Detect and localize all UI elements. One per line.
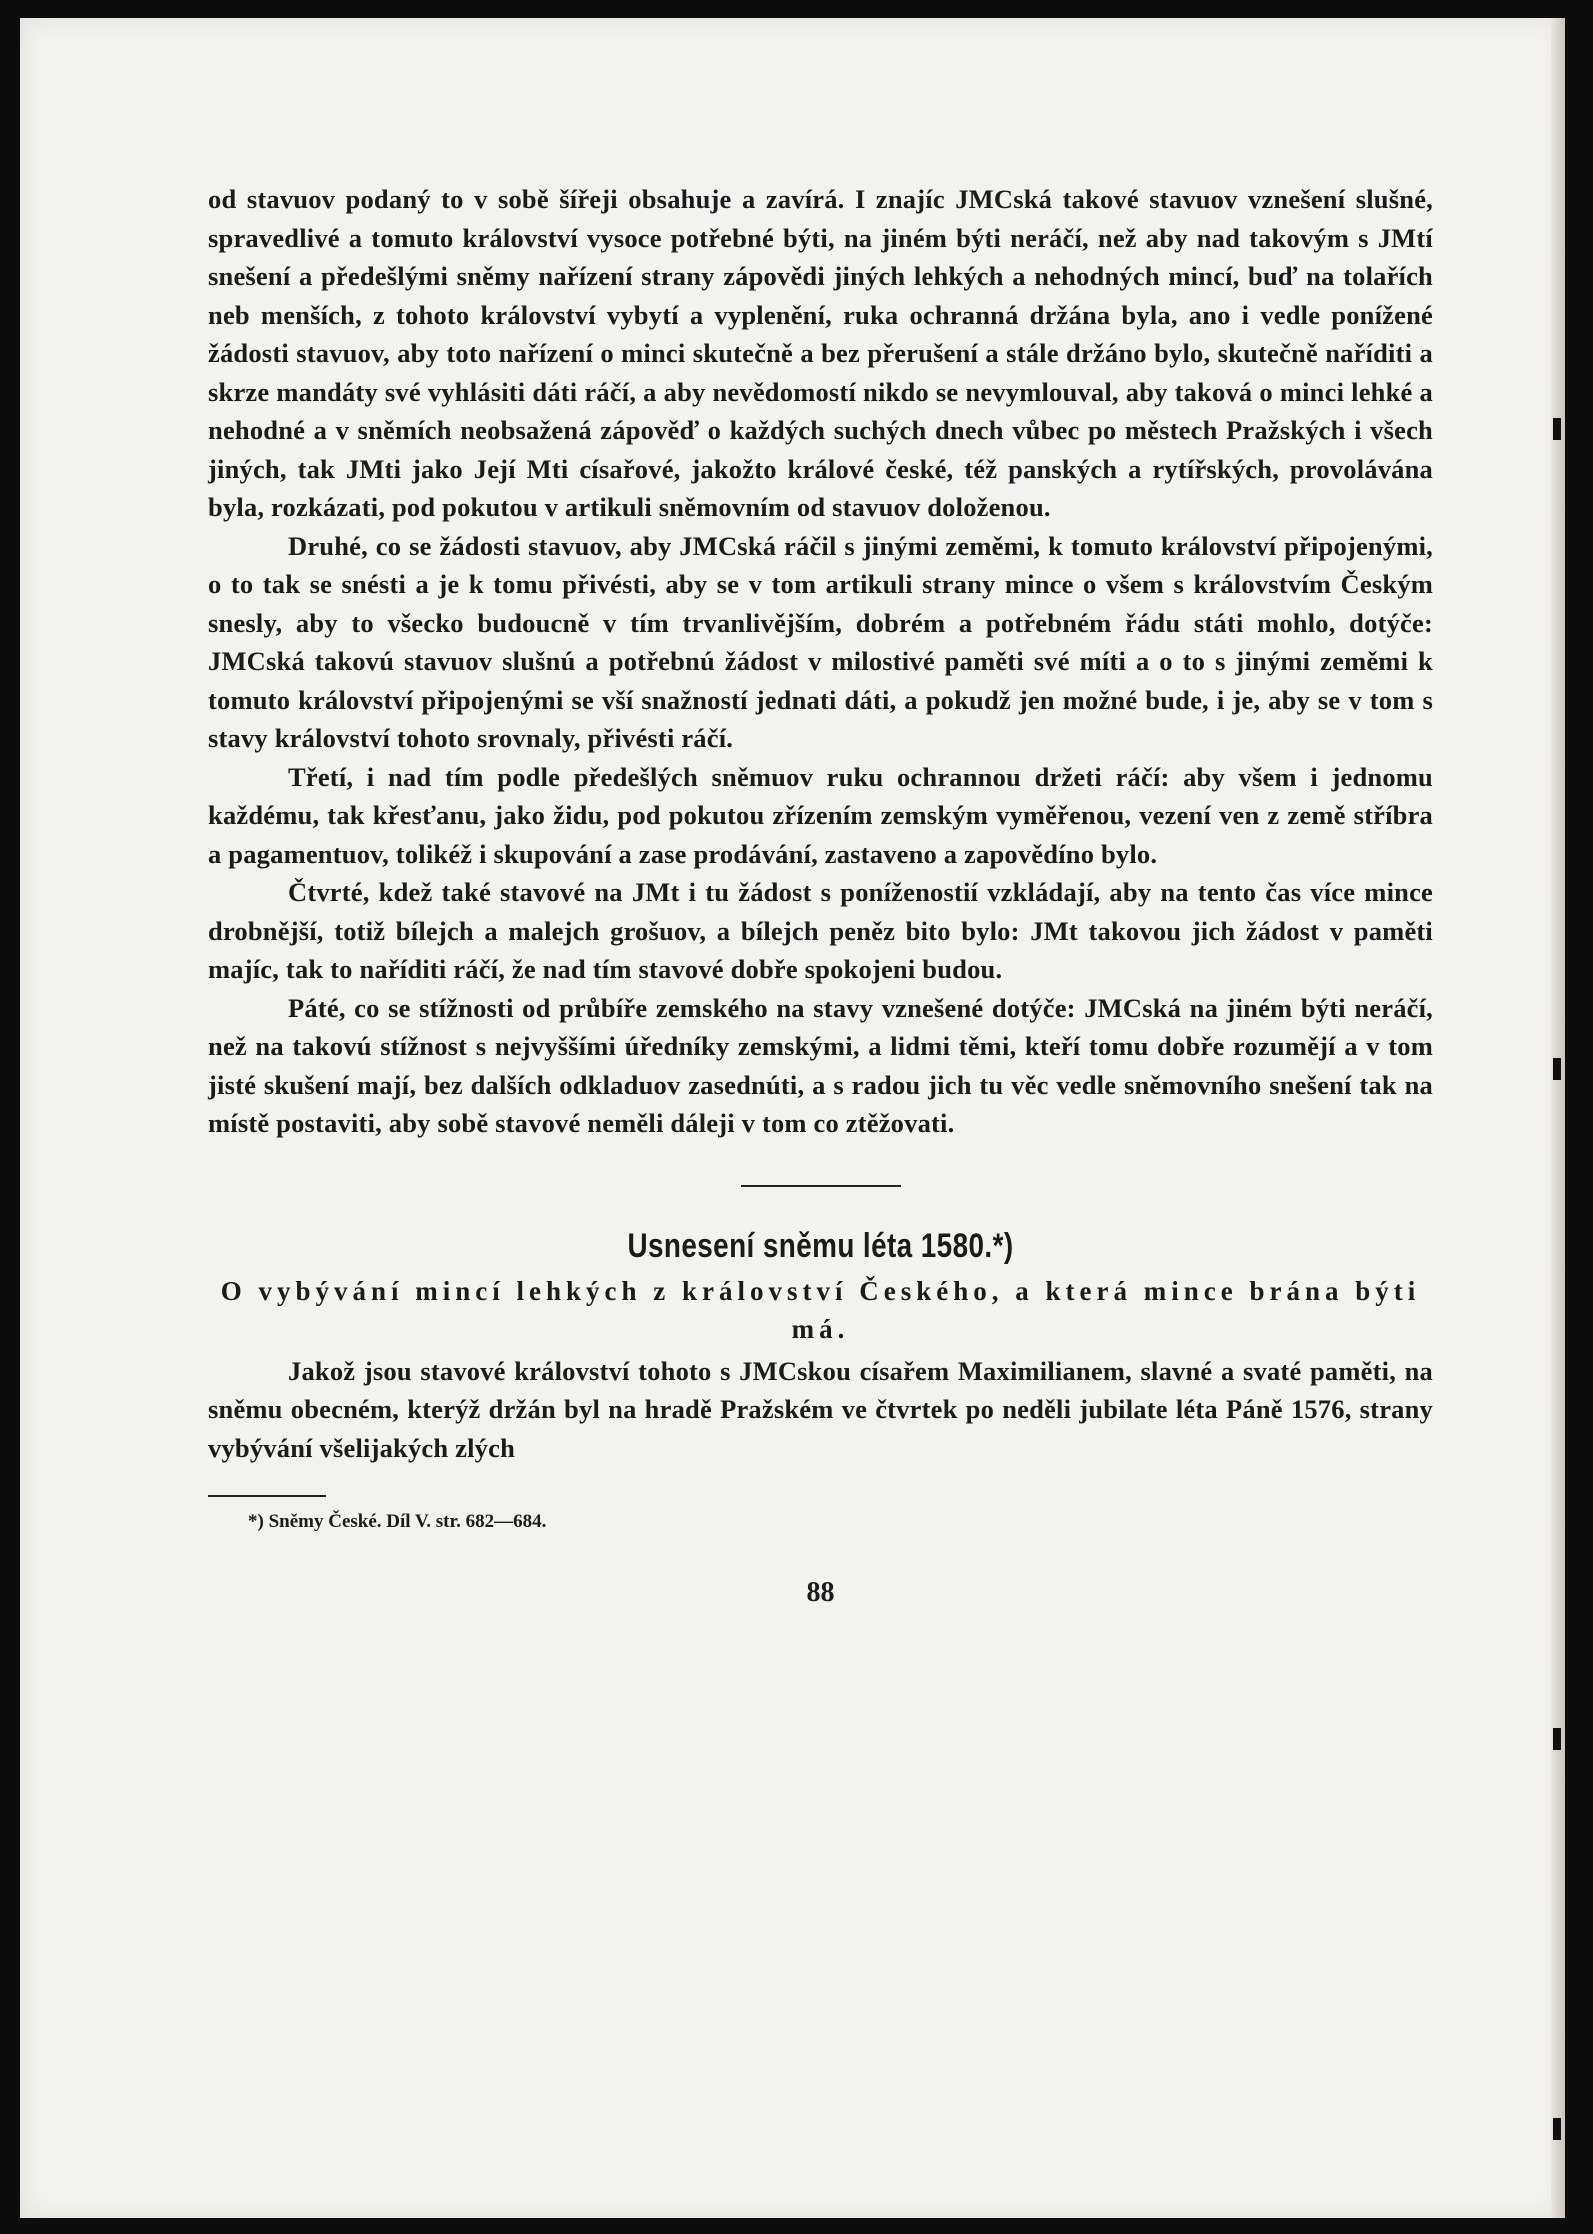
page-number: 88	[806, 1577, 835, 1608]
paragraph-6: Jakož jsou stavové království tohoto s JMCskou císařem Maximilianem, slavné a svaté paměti, na sněmu obecném, kterýž držán byl na hradě Pražském ve čtvrtek po neděli jubilate léta Páně 1576, strany vybývání všelijakých zlých	[208, 1355, 1433, 1463]
paragraph-4: Čtvrté, kdež také stavové na JMt i tu žádost s poníženostií vzkládají, aby na tento čas více mince drobnější, totiž bílejch a malejch grošuov, a bílejch peněz bito bylo: JMt takovou jich žádost v paměti majíc, tak to naříditi ráčí, že nad tím stavové dobře spokojeni budou.	[208, 877, 1433, 984]
footnote: *) Sněmy České. Díl V. str. 682—684.	[248, 1511, 547, 1532]
paragraph-5: Páté, co se stížnosti od průbíře zemského na stavy vznešené dotýče: JMCská na jiném býti neráčí, než na takovú stížnost s nejvyššími úředníky zemskými, a lidmi těmi, kteří tomu dobře rozumějí a v tom jisté skušení mají, bez dalších odkladuov zasednúti, a s radou jich tu věc vedle sněmovního snešení tak na místě postaviti, aby sobě stavové neměli dáleji v tom co ztěžovati.	[208, 992, 1433, 1138]
margin-mark	[1553, 1728, 1561, 1750]
section-subtitle: O vybývání mincí lehkých z království Českého, a která mince brána býti má.	[220, 1275, 1421, 1344]
margin-mark	[1553, 1058, 1561, 1080]
page-edge-shadow	[1551, 18, 1565, 2218]
margin-mark	[1553, 418, 1561, 440]
margin-mark	[1553, 2118, 1561, 2140]
footnote-divider	[208, 1495, 326, 1497]
paragraph-1: od stavuov podaný to v sobě šířeji obsahuje a zavírá. I znajíc JMCská takové stavuov vznešení slušné, spravedlivé a tomuto království vysoce potřebné býti, na jiném býti neráčí, než aby nad takovým s JMtí snešení a předešlými sněmy nařízení strany zápovědi jiných lehkých a nehodných mincí, buď na tolařích neb menších, z tohoto království vybytí a vyplenění, ruka ochranná držána byla, ano i vedle ponížené žádosti stavuov, aby toto nařízení o minci skutečně a bez přerušení a stále držáno bylo, skutečně naříditi a skrze mandáty své vyhlásiti dáti ráčí, a aby nevědomostí nikdo se nevymlouval, aby taková o minci lehké a nehodné a v sněmích neobsažená zápověď o každých suchých dnech vůbec po městech Pražských i všech jiných, tak JMti jako Její Mti císařové, jakožto králové české, též panských a rytířských, provolávána byla, rozkázati, pod pokutou v artikuli sněmovním od stavuov doloženou.	[208, 184, 1433, 522]
section-title: Usnesení sněmu léta 1580.*)	[627, 1226, 1014, 1265]
paragraph-3: Třetí, i nad tím podle předešlých sněmuov ruku ochrannou držeti ráčí: aby všem i jednomu každému, tak křesťanu, jako židu, pod pokutou zřízením zemským vyměřenou, vezení ven z země stříbra a pagamentuov, tolikéž i skupování a zase prodávání, zastaveno a zapovědíno bylo.	[208, 761, 1433, 869]
book-page	[20, 18, 1565, 2218]
section-divider	[741, 1185, 901, 1187]
paragraph-2: Druhé, co se žádosti stavuov, aby JMCská ráčil s jinými zeměmi, k tomuto království připojenými, o to tak se snésti a je k tomu přivésti, aby se v tom artikuli strany mince o všem s královstvím Českým snesly, aby to všecko budoucně v tím trvanlivějším, dobrém a potřebném řádu státi mohlo, dotýče: JMCská takovú stavuov slušnú a potřebnú žádost v milostivé paměti své míti a o to s jinými zeměmi k tomuto království připojenými se vší snažností jednati dáti, a pokudž jen možné bude, i je, aby se v tom s stavy království tohoto srovnaly, přivésti ráčí.	[208, 530, 1433, 753]
page-content	[208, 180, 1433, 1609]
